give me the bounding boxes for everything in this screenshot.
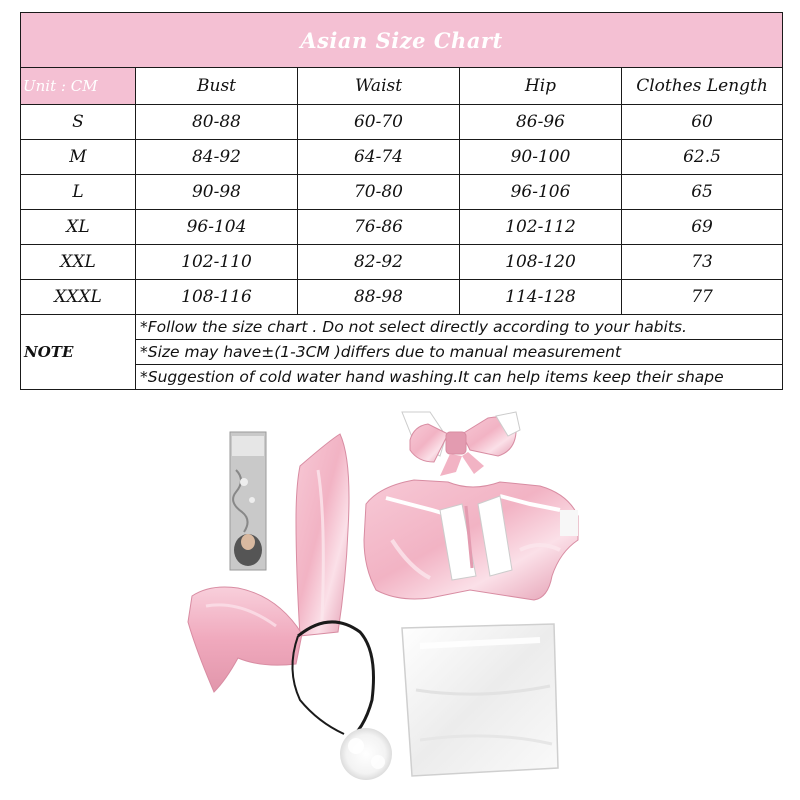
note-row xyxy=(21,340,783,365)
size-chart-table xyxy=(20,12,783,390)
size-label: S xyxy=(21,105,136,140)
note-text: *Size may have±(1-3CM )differs due to manual measurement xyxy=(136,340,783,365)
bow-tie-collar xyxy=(402,412,520,476)
column-header-bust: Bust xyxy=(136,68,298,105)
product-photo xyxy=(0,400,800,800)
waist-value: 76-86 xyxy=(298,210,460,245)
size-label: M xyxy=(21,140,136,175)
bust-value: 96-104 xyxy=(136,210,298,245)
clothes-length-value: 69 xyxy=(622,210,783,245)
size-label: XXL xyxy=(21,245,136,280)
hip-value: 114-128 xyxy=(460,280,622,315)
costume-set-illustration xyxy=(0,400,800,800)
clothes-length-value: 65 xyxy=(622,175,783,210)
column-header-hip: Hip xyxy=(460,68,622,105)
waist-value: 82-92 xyxy=(298,245,460,280)
bust-value: 102-110 xyxy=(136,245,298,280)
table-row xyxy=(21,175,783,210)
table-row xyxy=(21,280,783,315)
clothes-length-value: 77 xyxy=(622,280,783,315)
clothes-length-value: 73 xyxy=(622,245,783,280)
bunny-ears-headband xyxy=(188,434,374,742)
stockings-package xyxy=(230,432,266,570)
bust-value: 80-88 xyxy=(136,105,298,140)
waist-value: 88-98 xyxy=(298,280,460,315)
bust-value: 90-98 xyxy=(136,175,298,210)
note-row xyxy=(21,365,783,390)
hip-value: 86-96 xyxy=(460,105,622,140)
column-header-waist: Waist xyxy=(298,68,460,105)
hip-value: 102-112 xyxy=(460,210,622,245)
note-label: NOTE xyxy=(21,315,136,390)
hip-value: 108-120 xyxy=(460,245,622,280)
waist-value: 64-74 xyxy=(298,140,460,175)
header-row xyxy=(21,68,783,105)
note-text: *Follow the size chart . Do not select directly according to your habits. xyxy=(136,315,783,340)
clothes-length-value: 60 xyxy=(622,105,783,140)
size-label: XL xyxy=(21,210,136,245)
hip-value: 96-106 xyxy=(460,175,622,210)
table-row xyxy=(21,245,783,280)
bust-value: 108-116 xyxy=(136,280,298,315)
table-row xyxy=(21,140,783,175)
note-row xyxy=(21,315,783,340)
pink-satin-bodysuit xyxy=(364,480,578,600)
table-row xyxy=(21,105,783,140)
column-header-clothes-length: Clothes Length xyxy=(622,68,783,105)
size-label: XXXL xyxy=(21,280,136,315)
hip-value: 90-100 xyxy=(460,140,622,175)
waist-value: 70-80 xyxy=(298,175,460,210)
bust-value: 84-92 xyxy=(136,140,298,175)
pom-pom-tail xyxy=(340,728,392,780)
table-row xyxy=(21,210,783,245)
note-text: *Suggestion of cold water hand washing.It can help items keep their shape xyxy=(136,365,783,390)
size-chart-title: Asian Size Chart xyxy=(21,13,783,68)
waist-value: 60-70 xyxy=(298,105,460,140)
unit-label: Unit : CM xyxy=(21,68,136,105)
white-tights-bag xyxy=(402,624,558,776)
clothes-length-value: 62.5 xyxy=(622,140,783,175)
size-label: L xyxy=(21,175,136,210)
